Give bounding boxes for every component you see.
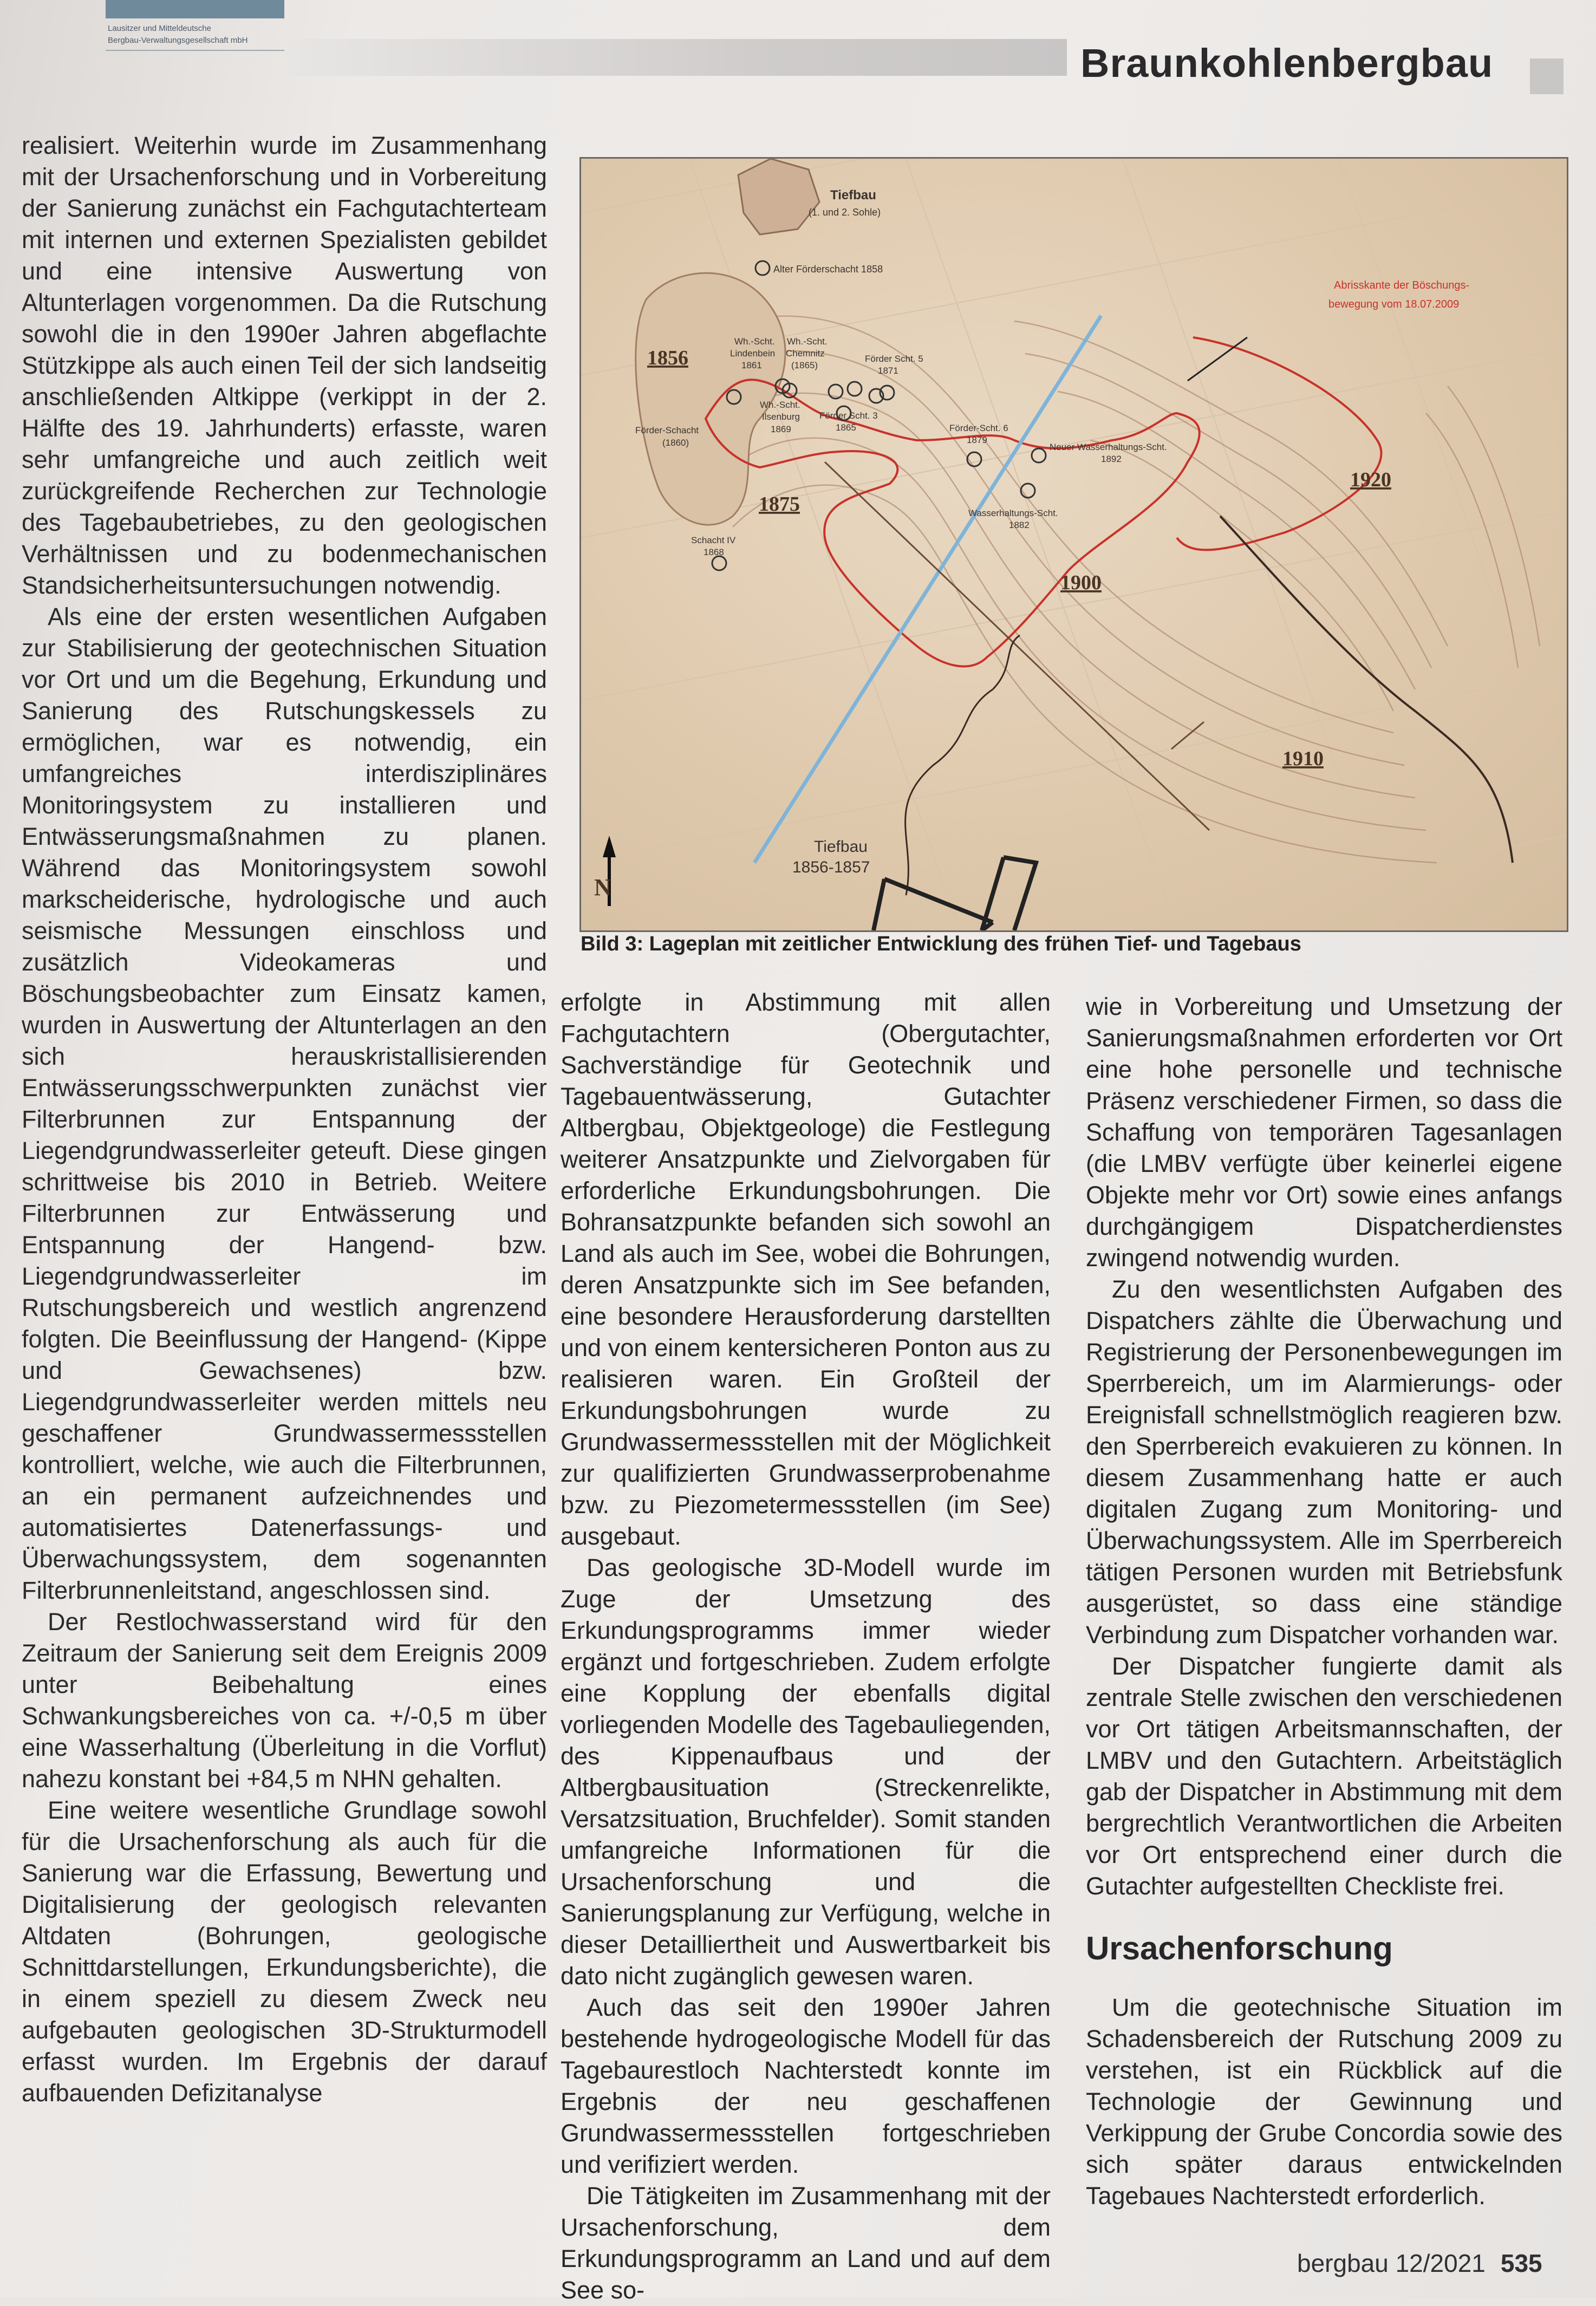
creek-line: [906, 635, 1020, 895]
label-abrisskante-2: bewegung vom 18.07.2009: [1328, 298, 1460, 310]
section-title: Braunkohlenbergbau: [1080, 41, 1494, 86]
journal-issue: bergbau 12/2021: [1297, 2249, 1486, 2277]
figure-caption: Bild 3: Lageplan mit zeitlicher Entwicklung des frühen Tief- und Tagebaus: [581, 933, 1301, 955]
label-tiefbau-bottom-years: 1856-1857: [792, 858, 870, 876]
label-foerder-6-year: 1879: [967, 435, 987, 445]
label-wh-lindenbein: Wh.-Scht.: [734, 336, 775, 347]
label-wh-chemnitz: Wh.-Scht.: [787, 336, 828, 347]
label-wasserhaltungs-scht-year: 1882: [1009, 520, 1030, 530]
label-schacht-iv-year: 1868: [703, 547, 724, 557]
label-alter-foerderschacht: Alter Förderschacht 1858: [773, 264, 883, 275]
label-neuer-wasserhaltung-year: 1892: [1101, 454, 1122, 464]
paragraph: Auch das seit den 1990er Jahren bestehende hydrogeologische Modell für das Tagebaurestloch Nachterstedt konnte im Ergebnis der neu geschaffenen Grundwassermessstellen fortgeschrieben und verifiziert werden.: [561, 1994, 1051, 2178]
label-abrisskante-1: Abrisskante der Böschungs-: [1334, 279, 1470, 291]
year-1920: 1920: [1350, 468, 1391, 491]
logo-line-1: Lausitzer und Mitteldeutsche: [108, 24, 211, 33]
label-wh-lindenbein-2: Lindenbein: [730, 348, 776, 359]
tiefbau-area-top: [738, 159, 819, 234]
label-foerder-3: Förder Scht. 3: [819, 411, 878, 421]
logo-line-2: Bergbau-Verwaltungsgesellschaft mbH: [108, 36, 248, 45]
shoreline-blue: [754, 316, 1101, 863]
label-wasserhaltungs-scht: Wasserhaltungs-Scht.: [968, 508, 1058, 518]
label-schacht-iv: Schacht IV: [691, 535, 736, 545]
label-foerderschacht: Förder-Schacht: [635, 425, 699, 435]
tiefbau-block-bottom: [874, 879, 993, 930]
paragraph: wie in Vorbereitung und Umsetzung der Sanierungsmaßnahmen erforderten vor Ort eine hohe personelle und technische Präsenz verschiedener Firmen, so dass die Schaffung von temporären Tagesanlagen (die LMBV verfügte über keinerlei eigene Objekte mehr vor Ort) sowie eines anfangs durchgängigem Dispatcherdienstes zwingend notwendig wurden.: [1086, 993, 1562, 1272]
lmbv-logo: [106, 0, 284, 51]
label-tiefbau-top: Tiefbau: [830, 188, 876, 203]
paragraph: erfolgte in Abstimmung mit allen Fachgutachtern (Obergutachter, Sachverständige für Geotechnik und Tagebauentwässerung, Gutachter Altbergbau, Objektgeologe) die Festlegung weiterer Ansatzpunkte und Zielvorgaben für erforderliche Erkundungsbohrungen. Die Bohransatzpunkte befanden sich sowohl an Land als auch im See, wobei die Bohrungen, deren Ansatzpunkte sich im See befanden, eine besondere Herausforderung darstellten und von einem kentersicheren Ponton aus zu realisieren waren. Ein Großteil der Erkundungsbohrungen wurde zu Grundwassermessstellen mit der Möglichkeit zur qualifizierten Grundwasserprobenahme bzw. zu Piezometermessstellen (im See) ausgebaut.: [561, 988, 1051, 1550]
year-1900: 1900: [1060, 571, 1102, 594]
label-wh-lindenbein-3: 1861: [741, 360, 762, 370]
label-wh-ilsenburg-2: Ilsenburg: [762, 412, 800, 422]
paragraph: Zu den wesentlichsten Aufgaben des Dispatchers zählte die Überwachung und Registrierung der Personenbewegungen im Sperrbereich, um im Alarmierungs- oder Ereignisfall schnellstmöglich reagieren bzw. den Sperrbereich evakuieren zu können. In diesem Zusammenhang hatte er auch digitalen Zugang zum Monitoring- und Überwachungssystem. Alle im Sperrbereich tätigen Personen wurden mit Betriebsfunk ausgerüstet, so dass eine ständige Verbindung zum Dispatcher vorhanden war.: [1086, 1275, 1562, 1649]
label-wh-chemnitz-3: (1865): [791, 360, 818, 370]
text-column-2: [561, 987, 1051, 2306]
page-number: 535: [1500, 2249, 1542, 2277]
label-tiefbau-top-sub: (1. und 2. Sohle): [809, 207, 881, 218]
year-1910: 1910: [1282, 747, 1324, 770]
abrisskante-pointer: [1188, 337, 1247, 381]
label-neuer-wasserhaltung: Neuer Wasserhaltungs-Scht.: [1050, 442, 1167, 452]
paragraph: Als eine der ersten wesentlichen Aufgaben zur Stabilisierung der geotechnischen Situation vor Ort und um die Begehung, Erkundung und Sanierung des Rutschungskessels zu ermöglichen, war es notwendig, ein umfangreiches interdisziplinäres Monitoringsystem zu installieren und Entwässerungsmaßnahmen zu planen. Während das Monitoringsystem sowohl markscheiderische, hydrologische und auch seismische Messungen einschloss und zusätzlich Videokameras und Böschungsbeobachter zum Einsatz kamen, wurden in Auswertung der Altunterlagen an den sich herauskristallisierenden Entwässerungsschwerpunkten zunächst vier Filterbrunnen zur Entspannung der Liegendgrundwasserleiter geteuft. Diese gingen schrittweise bis 2010 in Betrieb. Weitere Filterbrunnen zur Entwässerung und Entspannung der Hangend- bzw. Liegendgrundwasserleiter im Rutschungsbereich und westlich angrenzend folgten. Die Beeinflussung der Hangend- (Kippe und Gewachsenes) bzw. Liegendgrundwasserleiter werden mittels neu geschaffener Grundwassermessstellen kontrolliert, welche, wie auch die Filterbrunnen, an ein permanent aufzeichnendes und automatisiertes Datenerfassungs- und Überwachungssystem, dem sogenannten Filterbrunnenleitstand, angeschlossen sind.: [22, 603, 547, 1604]
paragraph: Das geologische 3D-Modell wurde im Zuge der Umsetzung des Erkundungsprogramms immer wieder ergänzt und fortgeschrieben. Zudem erfolgte eine Kopplung der ebenfalls digital vorliegenden Modelle des Tagebauliegenden, des Kippenaufbaus und der Altbergbausituation (Streckenrelikte, Versatzsituation, Bruchfelder). Somit standen umfangreiche Informationen für die Ursachenforschung und die Sanierungsplanung zur Verfügung, welche in dieser Detailliertheit und Auswertbarkeit bis dato nicht zugänglich gewesen waren.: [561, 1554, 1051, 1990]
label-tiefbau-bottom: Tiefbau: [814, 838, 868, 856]
paragraph: Der Dispatcher fungierte damit als zentrale Stelle zwischen den verschiedenen vor Ort tätigen Arbeitsmannschaften, der LMBV und den Gutachtern. Arbeitstäglich gab der Dispatcher in Abstimmung mit dem bergrechtlich Verantwortlichen die Arbeiten vor Ort entsprechend einer durch die Gutachter aufgestellten Checkliste frei.: [1086, 1652, 1562, 1900]
label-wh-ilsenburg-3: 1869: [771, 424, 791, 434]
north-label: N: [594, 874, 611, 901]
label-wh-ilsenburg: Wh.-Scht.: [760, 400, 800, 410]
header-band: [287, 39, 1067, 76]
label-wh-chemnitz-2: Chemnitz: [786, 348, 825, 359]
text-column-1: [22, 130, 547, 2109]
old-pit-1856: [636, 273, 785, 525]
paragraph: Der Restlochwasserstand wird für den Zeitraum der Sanierung seit dem Ereignis 2009 unter Beibehaltung eines Schwankungsbereiches von ca. +/-0,5 m über eine Wasserhaltung (Überleitung in die Vorflut) nahezu konstant bei +84,5 m NHN gehalten.: [22, 1608, 547, 1793]
logo-banner: [106, 0, 284, 18]
paragraph: Die Tätigkeiten im Zusammenhang mit der Ursachenforschung, dem Erkundungsprogramm an Land und auf dem See so-: [561, 2182, 1051, 2304]
label-foerder-6: Förder-Scht. 6: [949, 423, 1008, 433]
contour-lines: [668, 316, 1540, 863]
label-foerderschacht-year: (1860): [662, 438, 689, 448]
site-plan-figure: [579, 157, 1568, 932]
header-tab: [1530, 58, 1564, 94]
text-column-3: [1086, 991, 1562, 2212]
paragraph: Um die geotechnische Situation im Schadensbereich der Rutschung 2009 zu verstehen, ist ein Rückblick auf die Technologie der Gewinnung und Verkippung der Grube Concordia sowie des sich später daraus entwickelnden Tagebaues Nachterstedt erforderlich.: [1086, 1994, 1562, 2210]
site-plan-map: [581, 159, 1567, 930]
label-foerder-5-year: 1871: [878, 366, 898, 376]
page-footer: [1297, 2249, 1542, 2278]
year-1856: 1856: [647, 347, 688, 369]
section-arrow-head: [1171, 722, 1204, 749]
paragraph: Eine weitere wesentliche Grundlage sowohl für die Ursachenforschung als auch für die Sanierung war die Erfassung, Bewertung und Digitalisierung der geologisch relevanten Altdaten (Bohrungen, geologische Schnittdarstellungen, Erkundungsberichte), die in einem speziell zu diesem Zweck neu aufgebauten geologischen 3D-Strukturmodell erfasst wurden. Im Ergebnis der darauf aufbauenden Defizitanalyse: [22, 1796, 547, 2107]
label-foerder-3-year: 1865: [836, 422, 856, 433]
section-heading: Ursachenforschung: [1086, 1930, 1393, 1966]
paragraph: realisiert. Weiterhin wurde im Zusammenhang mit der Ursachenforschung und in Vorbereitung der Sanierung zunächst ein Fachgutachterteam mit internen und externen Spezialisten gebildet und eine intensive Auswertung von Altunterlagen vorgenommen. Da die Rutschung sowohl die in den 1990er Jahren abgeflachte Stützkippe als auch einen Teil der sich landseitig anschließenden Altkippe (verkippt in der 2. Hälfte des 19. Jahrhunderts) erfasste, waren sehr umfangreiche und auch zeitlich weit zurückgreifende Recherchen zur Technologie des Tagebaubetriebes, zu den geologischen Verhältnissen und zu bodenmechanischen Standsicherheitsuntersuchungen notwendig.: [22, 132, 547, 599]
label-foerder-5: Förder Scht. 5: [865, 354, 923, 364]
year-1875: 1875: [759, 493, 800, 516]
